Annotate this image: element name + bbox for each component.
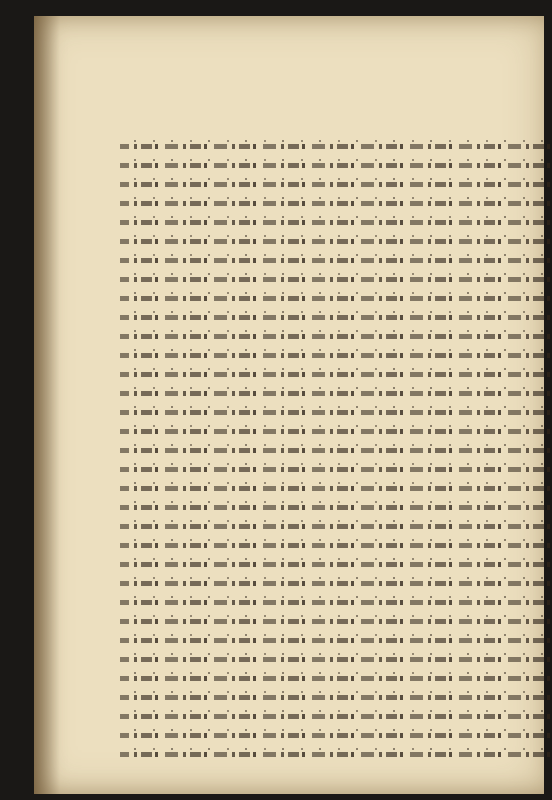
text-line	[120, 345, 552, 363]
text-line	[120, 269, 552, 287]
text-line	[120, 326, 552, 344]
text-line	[120, 364, 552, 382]
text-line	[120, 744, 552, 762]
text-line	[120, 383, 552, 401]
text-line	[120, 535, 552, 553]
text-line	[120, 136, 552, 154]
text-line	[120, 478, 552, 496]
text-line	[120, 174, 552, 192]
text-line	[120, 402, 552, 420]
text-line	[120, 706, 552, 724]
text-line	[120, 573, 552, 591]
text-line	[120, 288, 552, 306]
text-line	[120, 668, 552, 686]
text-line	[120, 231, 552, 249]
text-line	[120, 155, 552, 173]
text-line	[120, 212, 552, 230]
text-line	[120, 554, 552, 572]
text-line	[120, 592, 552, 610]
text-line	[120, 459, 552, 477]
text-line	[120, 725, 552, 743]
manuscript-page	[34, 16, 544, 794]
text-line	[120, 516, 552, 534]
text-line	[120, 193, 552, 211]
text-line	[120, 307, 552, 325]
text-line	[120, 649, 552, 667]
text-line	[120, 250, 552, 268]
text-line	[120, 611, 552, 629]
text-line	[120, 421, 552, 439]
text-line	[120, 687, 552, 705]
text-line	[120, 440, 552, 458]
binding-gutter	[34, 16, 60, 794]
text-line	[120, 497, 552, 515]
text-line	[120, 630, 552, 648]
